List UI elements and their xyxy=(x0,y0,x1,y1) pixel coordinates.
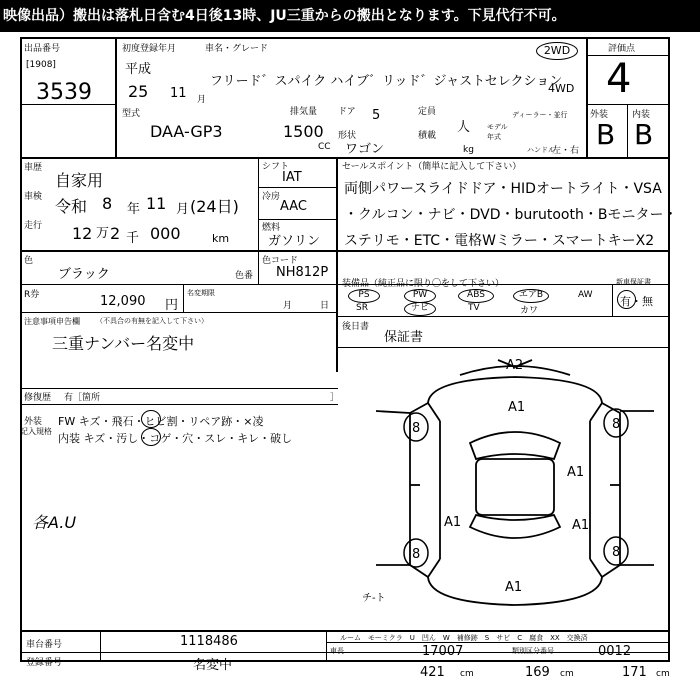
fuel-label: 燃料 xyxy=(262,223,281,233)
exterior-grade: B xyxy=(596,118,616,151)
mileage-man: 12 xyxy=(72,224,93,243)
exterior-label: 外装 xyxy=(590,110,609,120)
drive-2wd-circled: 2WD xyxy=(536,42,578,60)
width-value: 169 xyxy=(525,665,550,680)
color-label: 色 xyxy=(24,256,34,266)
equip-ps: PS xyxy=(348,289,380,303)
wheel-mark-fr: 8 xyxy=(612,417,621,432)
width-unit: cm xyxy=(560,669,574,679)
equip-pw: PW xyxy=(404,289,436,303)
use-value: 自家用 xyxy=(55,171,104,190)
inspection-era: 令和 xyxy=(55,197,88,216)
model-label: 車名・グレード xyxy=(205,44,269,54)
notes-value: 三重ナンバー名変中 xyxy=(52,334,195,353)
recycle-label: R券 xyxy=(24,290,40,300)
cc-unit: CC xyxy=(318,142,331,152)
dim-code-label: 類別区分番号 xyxy=(512,647,554,655)
cap-label: 定員 xyxy=(418,107,437,117)
ac-label: 冷房 xyxy=(262,192,281,202)
dealer-label: ディーラー・並行 xyxy=(512,111,568,119)
height-unit: cm xyxy=(656,669,670,679)
notes-sub: （不具合の有無を記入して下さい） xyxy=(96,317,208,325)
color-value: ブラック xyxy=(58,267,110,282)
new-warranty-value: 有・無 xyxy=(620,295,653,308)
mark-front-bumper: A2 xyxy=(506,358,524,373)
inspection-year: 8 xyxy=(102,194,113,213)
abbr-legend: ルーム モーミクラ U 凹ん W 補修跡 S サビ C 腐食 XX 交換済 xyxy=(340,634,588,642)
notes-label: 注意事項申告欄 xyxy=(24,317,80,326)
shift-value: IAT xyxy=(282,170,302,185)
new-warranty-label: 新車保証書 xyxy=(616,278,651,286)
warranty-value: 保証書 xyxy=(384,330,424,345)
car-diagram xyxy=(362,355,660,625)
legend-ext-label: 外装 xyxy=(24,417,43,427)
selling-line-3: ステリモ・ETC・電格Wミラー・スマートキーX2 xyxy=(344,233,655,249)
legend-yogoshi-circle xyxy=(141,428,161,446)
reg-value: 名変中 xyxy=(193,658,233,673)
lot-label: 出品番号 xyxy=(24,44,61,54)
hand-note: 各A.U xyxy=(32,513,77,532)
inspection-day: (24日) xyxy=(190,197,239,216)
mark-right-front: A1 xyxy=(567,465,585,480)
color-code-label: 色番 xyxy=(235,271,254,281)
wheel-mark-rr: 8 xyxy=(612,545,621,560)
recycle-value: 12,090 xyxy=(100,294,146,309)
cap-unit: 人 xyxy=(457,120,471,135)
equip-leather: カワ xyxy=(520,306,539,316)
registration-month: 11 xyxy=(170,86,187,101)
repair-label: 修復歴 xyxy=(24,393,52,403)
repair-close: ］ xyxy=(330,393,340,403)
equip-tv: TV xyxy=(468,303,480,313)
mileage-man-unit: 万 xyxy=(96,226,110,241)
deadline-day: 日 xyxy=(320,301,330,311)
mileage-sen-unit: 千 xyxy=(126,231,140,246)
registration-month-unit: 月 xyxy=(197,95,207,105)
inspection-month-unit: 月 xyxy=(176,202,190,217)
model-type-label: 型式 xyxy=(122,109,141,119)
handle-label: ハンドル xyxy=(527,146,555,154)
registration-label: 初度登録年月 xyxy=(122,44,177,54)
mark-rear: A1 xyxy=(505,580,523,595)
base-mark: チ-ト xyxy=(362,593,386,604)
interior-label: 内装 xyxy=(632,110,651,120)
score-value: 4 xyxy=(606,56,632,102)
dim-l-label: 車長 xyxy=(330,647,344,655)
height-value: 171 xyxy=(622,665,647,680)
shape-value: ワゴン xyxy=(345,142,385,157)
name-change-deadline-label: 名変期限 xyxy=(187,289,215,297)
equip-airbag: エアB xyxy=(513,289,549,303)
model-year-label: モデル年式 xyxy=(487,123,508,141)
shape-label: 形状 xyxy=(338,131,357,141)
shift-label: シフト xyxy=(262,162,290,172)
equip-navi: ナビ xyxy=(404,302,436,316)
deadline-month: 月 xyxy=(283,301,293,311)
length-value: 421 xyxy=(420,665,445,680)
registration-era: 平成 xyxy=(125,62,152,77)
drive-4wd: 4WD xyxy=(548,82,575,95)
legend-interior: 内装 キズ・汚し・コゲ・穴・スレ・キレ・破し xyxy=(58,432,293,445)
recycle-unit: 円 xyxy=(165,298,179,313)
equip-sr: SR xyxy=(356,303,368,313)
load-unit: kg xyxy=(463,145,474,155)
length-unit: cm xyxy=(460,669,474,679)
cc-label: 排気量 xyxy=(290,107,318,117)
dim-l-value: 17007 xyxy=(422,644,464,659)
lot-number: 3539 xyxy=(36,80,92,105)
equipment-label: 装備品（純正品に限り〇をして下さい） xyxy=(342,279,505,289)
handle-value: 左・右 xyxy=(552,146,580,156)
legend-box-label: 記入規格 xyxy=(20,427,52,436)
reg-label: 登録番号 xyxy=(26,658,63,668)
warranty-label: 後日書 xyxy=(342,322,370,332)
ac-value: AAC xyxy=(280,199,307,214)
lot-code: [1908] xyxy=(26,60,56,70)
model-name: フリード゛スパイク ハイブ゛リッド゛ジャストセレクション xyxy=(210,74,563,89)
equip-aw: AW xyxy=(578,290,593,300)
wheel-mark-rl: 8 xyxy=(412,547,421,562)
model-type: DAA-GP3 xyxy=(150,122,223,141)
legend-exterior: FW キズ・飛石・ヒビ割・リペア跡・×凌 xyxy=(58,415,264,428)
mileage-rest: 000 xyxy=(150,224,181,243)
inspection-month: 11 xyxy=(146,194,167,213)
chassis-label: 車台番号 xyxy=(26,640,63,650)
mileage-unit: km xyxy=(212,232,230,245)
color-code: NH812P xyxy=(276,265,329,280)
score-label: 評価点 xyxy=(608,44,636,54)
inspection-label: 車検 xyxy=(24,192,43,202)
color-code-header: 色コード xyxy=(262,256,299,266)
selling-line-1: 両側パワースライドドア・HIDオートライト・VSA xyxy=(344,181,662,197)
use-label: 車歴 xyxy=(24,163,43,173)
banner: 映像出品）搬出は落札日含む4日後13時、JU三重からの搬出となります。下見代行不可。 xyxy=(0,0,700,32)
door-label: ドア xyxy=(338,107,356,117)
selling-label: セールスポイント（簡単に記入して下さい） xyxy=(342,162,522,172)
mark-right-rear: A1 xyxy=(572,518,590,533)
load-label: 積載 xyxy=(418,131,437,141)
repair-value: 有［箇所 xyxy=(64,393,101,403)
door-value: 5 xyxy=(372,108,381,123)
registration-year: 25 xyxy=(128,82,149,101)
wheel-mark-fl: 8 xyxy=(412,421,421,436)
warranty-yes-circle xyxy=(617,290,636,309)
mileage-label: 走行 xyxy=(24,221,43,231)
interior-grade: B xyxy=(634,118,654,151)
dim-code-value: 0012 xyxy=(598,644,632,659)
selling-line-2: ・クルコン・ナビ・DVD・burutooth・Bモニター・ xyxy=(344,207,678,223)
mark-hood: A1 xyxy=(508,400,526,415)
inspection-year-unit: 年 xyxy=(127,202,141,217)
legend-ishi-circle xyxy=(141,410,161,428)
cc-value: 1500 xyxy=(283,122,324,141)
fuel-value: ガソリン xyxy=(268,234,321,249)
chassis-value: 1118486 xyxy=(180,634,238,649)
equip-abs: ABS xyxy=(458,289,494,303)
mark-left-rear: A1 xyxy=(444,515,462,530)
mileage-sen: 2 xyxy=(110,224,121,243)
